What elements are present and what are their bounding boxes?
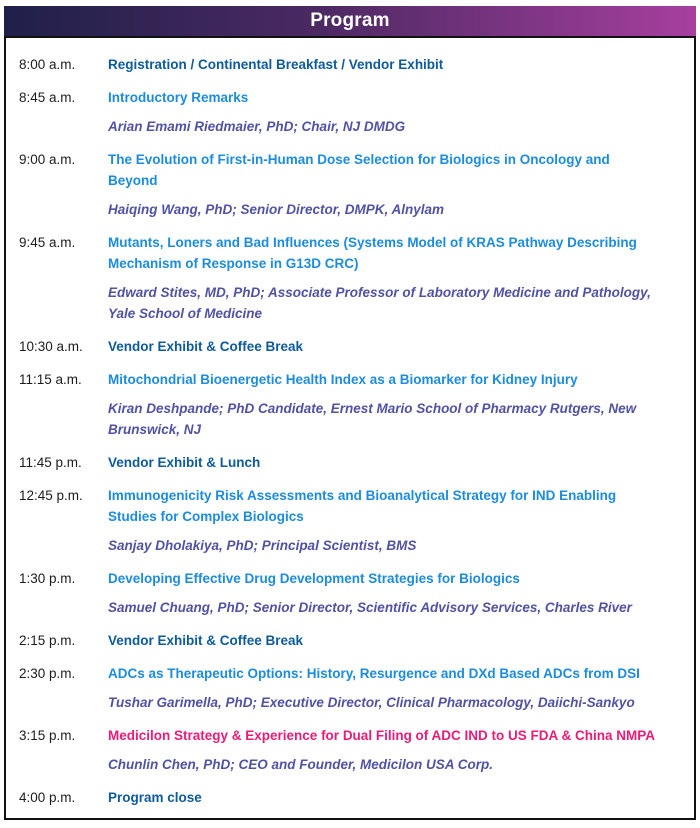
entry-title-line: Introductory Remarks <box>108 90 249 105</box>
entry-title-line: Vendor Exhibit & Lunch <box>108 455 261 470</box>
entry-speaker-line: Edward Stites, MD, PhD; Associate Professor of Laboratory Medicine and Pathology, <box>108 285 651 300</box>
entry-speaker <box>108 597 688 618</box>
page-title: Program <box>310 10 390 31</box>
entry-time: 8:45 a.m. <box>19 90 76 105</box>
entry-time: 12:45 p.m. <box>19 488 83 503</box>
entry-time: 3:15 p.m. <box>19 728 76 743</box>
entry-content <box>108 232 688 324</box>
entry-title-line: Medicilon Strategy & Experience for Dual Filing of ADC IND to US FDA & China NMPA <box>108 728 656 743</box>
entry-content <box>108 452 688 473</box>
entry-title-line: Beyond <box>108 173 158 188</box>
entry-title <box>108 787 688 808</box>
entry-speaker <box>108 199 688 220</box>
entry-title <box>108 336 688 357</box>
entry-speaker-line: Kiran Deshpande; PhD Candidate, Ernest Mario School of Pharmacy Rutgers, New <box>108 401 637 416</box>
entry-title-line: Mitochondrial Bioenergetic Health Index as a Biomarker for Kidney Injury <box>108 372 578 387</box>
entry-speaker <box>108 754 688 775</box>
entry-title-line: Registration / Continental Breakfast / Vendor Exhibit <box>108 57 444 72</box>
entry-title-line: Developing Effective Drug Development Strategies for Biologics <box>108 571 520 586</box>
schedule-entry <box>19 149 688 220</box>
entry-speaker-line: Tushar Garimella, PhD; Executive Director, Clinical Pharmacology, Daiichi-Sankyo <box>108 695 635 710</box>
schedule-table <box>4 36 696 820</box>
entry-title <box>108 725 688 746</box>
entry-content <box>108 369 688 440</box>
program-header <box>4 6 696 36</box>
entry-speaker <box>108 535 688 556</box>
entry-speaker-line: Haiqing Wang, PhD; Senior Director, DMPK, Alnylam <box>108 202 445 217</box>
entry-content <box>108 87 688 137</box>
entry-time: 8:00 a.m. <box>19 57 76 72</box>
entry-content <box>108 149 688 220</box>
entry-speaker <box>108 116 688 137</box>
entry-speaker-line: Samuel Chuang, PhD; Senior Director, Scientific Advisory Services, Charles River <box>108 600 632 615</box>
entry-content <box>108 787 688 808</box>
entry-title-line: Studies for Complex Biologics <box>108 509 304 524</box>
entry-time: 11:15 a.m. <box>19 372 82 387</box>
schedule-entry <box>19 369 688 440</box>
schedule-entry <box>19 485 688 556</box>
schedule-entry <box>19 87 688 137</box>
schedule-entry <box>19 630 688 651</box>
schedule-entry <box>19 452 688 473</box>
entry-time: 10:30 a.m. <box>19 339 83 354</box>
entry-title-line: Mechanism of Response in G13D CRC) <box>108 256 359 271</box>
entry-title <box>108 452 688 473</box>
entry-title <box>108 232 688 274</box>
schedule-entry <box>19 663 688 713</box>
entry-title <box>108 369 688 390</box>
entry-speaker <box>108 398 688 440</box>
entry-speaker-line: Brunswick, NJ <box>108 422 202 437</box>
schedule-entry <box>19 54 688 75</box>
schedule-entry <box>19 232 688 324</box>
entry-time: 1:30 p.m. <box>19 571 76 586</box>
entry-title <box>108 630 688 651</box>
schedule-entry <box>19 787 688 808</box>
entry-content <box>108 630 688 651</box>
entry-content <box>108 663 688 713</box>
entry-title-line: Program close <box>108 790 202 805</box>
schedule-entry <box>19 336 688 357</box>
entry-title-line: The Evolution of First-in-Human Dose Selection for Biologics in Oncology and <box>108 152 610 167</box>
entry-title <box>108 663 688 684</box>
entry-speaker-line: Chunlin Chen, PhD; CEO and Founder, Medicilon USA Corp. <box>108 757 493 772</box>
entry-speaker <box>108 692 688 713</box>
entry-content <box>108 568 688 618</box>
entry-time: 2:15 p.m. <box>19 633 76 648</box>
entry-time: 9:00 a.m. <box>19 152 76 167</box>
entry-time: 9:45 a.m. <box>19 235 76 250</box>
entry-speaker-line: Arian Emami Riedmaier, PhD; Chair, NJ DMDG <box>108 119 406 134</box>
entry-speaker <box>108 282 688 324</box>
entry-title-line: ADCs as Therapeutic Options: History, Resurgence and DXd Based ADCs from DSI <box>108 666 640 681</box>
entry-content <box>108 485 688 556</box>
entry-speaker-line: Yale School of Medicine <box>108 306 263 321</box>
schedule-entry <box>19 568 688 618</box>
entry-title-line: Immunogenicity Risk Assessments and Bioanalytical Strategy for IND Enabling <box>108 488 617 503</box>
entry-content <box>108 54 688 75</box>
entry-time: 4:00 p.m. <box>19 790 76 805</box>
entry-title-line: Vendor Exhibit & Coffee Break <box>108 339 304 354</box>
entry-title-line: Mutants, Loners and Bad Influences (Systems Model of KRAS Pathway Describing <box>108 235 637 250</box>
entry-title <box>108 54 688 75</box>
entry-time: 2:30 p.m. <box>19 666 76 681</box>
entry-content <box>108 725 688 775</box>
entry-time: 11:45 p.m. <box>19 455 82 470</box>
entry-title <box>108 87 688 108</box>
schedule-entry <box>19 725 688 775</box>
entry-speaker-line: Sanjay Dholakiya, PhD; Principal Scientist, BMS <box>108 538 417 553</box>
entry-title <box>108 485 688 527</box>
entry-content <box>108 336 688 357</box>
entry-title <box>108 149 688 191</box>
entry-title <box>108 568 688 589</box>
entry-title-line: Vendor Exhibit & Coffee Break <box>108 633 304 648</box>
